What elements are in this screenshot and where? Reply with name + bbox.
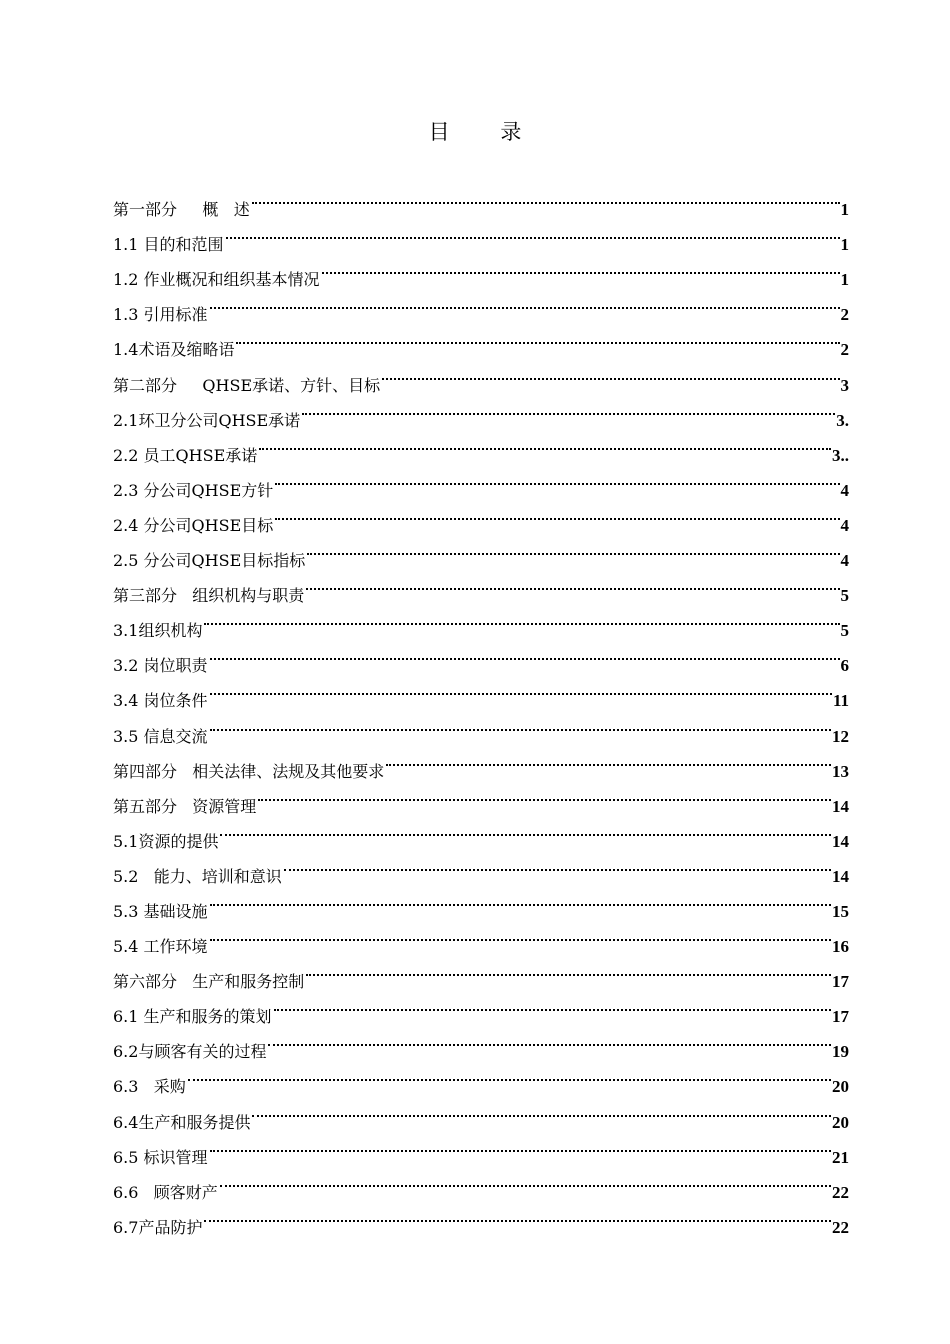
toc-entry-label: 第一部分 概 述 bbox=[113, 200, 250, 220]
toc-entry[interactable] bbox=[113, 1198, 849, 1237]
toc-entry[interactable] bbox=[113, 742, 849, 781]
toc-leader-dots bbox=[226, 215, 840, 250]
toc-leader-dots bbox=[188, 1057, 831, 1092]
toc-entry-label: 6.5 标识管理 bbox=[113, 1147, 208, 1167]
toc-leader-dots bbox=[259, 426, 831, 461]
toc-title: 目 录 bbox=[428, 120, 544, 144]
toc-leader-dots bbox=[302, 391, 835, 426]
toc-entry-page-number: 3 bbox=[840, 375, 849, 395]
toc-entry-label: 3.4 岗位条件 bbox=[113, 691, 208, 711]
toc-entry-page-number: 20 bbox=[832, 1077, 849, 1097]
toc-entry-label: 2.3 分公司QHSE方针 bbox=[113, 480, 274, 500]
toc-entry-label: 第六部分 生产和服务控制 bbox=[113, 972, 305, 992]
toc-entry[interactable] bbox=[113, 320, 849, 360]
toc-entry-label: 1.3 引用标准 bbox=[113, 305, 208, 325]
toc-entry-label: 2.4 分公司QHSE目标 bbox=[113, 515, 274, 535]
toc-leader-dots bbox=[204, 1198, 831, 1233]
toc-leader-dots bbox=[252, 180, 840, 215]
toc-entry-label: 5.2 能力、培训和意识 bbox=[113, 866, 282, 886]
toc-entry-page-number: 13 bbox=[832, 761, 849, 781]
toc-entry[interactable] bbox=[113, 812, 849, 851]
toc-entry-page-number: 5 bbox=[840, 621, 849, 641]
toc-entry-page-number: 22 bbox=[832, 1217, 849, 1237]
toc-entry-page-number: 16 bbox=[832, 937, 849, 957]
toc-entry-page-number: 3.. bbox=[832, 445, 849, 465]
toc-entry-page-number: 1 bbox=[840, 200, 849, 220]
toc-entry-page-number: 11 bbox=[832, 691, 849, 711]
toc-entry-label: 6.3 采购 bbox=[113, 1077, 186, 1097]
toc-entry-page-number: 1 bbox=[840, 270, 849, 290]
toc-entry-label: 5.1资源的提供 bbox=[113, 831, 219, 851]
toc-entry-label: 5.4 工作环境 bbox=[113, 937, 208, 957]
toc-entry-label: 6.4生产和服务提供 bbox=[113, 1112, 251, 1132]
toc-entry-page-number: 4 bbox=[840, 551, 849, 571]
toc-leader-dots bbox=[322, 250, 840, 285]
toc-leader-dots bbox=[274, 987, 831, 1022]
toc-leader-dots bbox=[306, 952, 831, 987]
toc-entry[interactable] bbox=[113, 285, 849, 325]
toc-entry[interactable] bbox=[113, 636, 849, 676]
toc-leader-dots bbox=[252, 1092, 831, 1127]
toc-entry-page-number: 2 bbox=[840, 305, 849, 325]
toc-leader-dots bbox=[258, 777, 831, 812]
toc-entry-label: 6.2与顾客有关的过程 bbox=[113, 1042, 267, 1062]
toc-entry[interactable] bbox=[113, 601, 849, 641]
toc-entry-label: 2.2 员工QHSE承诺 bbox=[113, 445, 258, 465]
toc-leader-dots bbox=[220, 812, 831, 847]
toc-leader-dots bbox=[236, 320, 839, 355]
toc-entry-label: 第二部分 QHSE承诺、方针、目标 bbox=[113, 375, 381, 395]
toc-entry-page-number: 4 bbox=[840, 515, 849, 535]
toc-entry-page-number: 14 bbox=[832, 831, 849, 851]
toc-entry[interactable] bbox=[113, 180, 849, 220]
toc-entry-page-number: 21 bbox=[832, 1147, 849, 1167]
toc-entry-label: 第四部分 相关法律、法规及其他要求 bbox=[113, 761, 385, 781]
toc-entry[interactable] bbox=[113, 671, 849, 711]
toc-leader-dots bbox=[382, 355, 839, 390]
toc-leader-dots bbox=[275, 496, 839, 531]
toc-entry[interactable] bbox=[113, 882, 849, 921]
toc-entry[interactable] bbox=[113, 1057, 849, 1097]
toc-entry[interactable] bbox=[113, 952, 849, 992]
toc-entry-page-number: 6 bbox=[840, 656, 849, 676]
toc-entry-label: 3.5 信息交流 bbox=[113, 726, 208, 746]
toc-entry-page-number: 1 bbox=[840, 235, 849, 255]
toc-leader-dots bbox=[306, 566, 839, 601]
toc-entry[interactable] bbox=[113, 917, 849, 957]
toc-entry[interactable] bbox=[113, 847, 849, 886]
toc-leader-dots bbox=[210, 1128, 831, 1163]
toc-entry-label: 3.1组织机构 bbox=[113, 621, 203, 641]
toc-leader-dots bbox=[275, 461, 839, 496]
toc-leader-dots bbox=[220, 1163, 831, 1198]
toc-entry-label: 2.5 分公司QHSE目标指标 bbox=[113, 551, 306, 571]
toc-entry-label: 5.3 基础设施 bbox=[113, 901, 208, 921]
toc-leader-dots bbox=[204, 601, 839, 636]
toc-leader-dots bbox=[210, 671, 832, 706]
toc-entry-label: 3.2 岗位职责 bbox=[113, 656, 208, 676]
toc-leader-dots bbox=[284, 847, 831, 882]
toc-entry-page-number: 2 bbox=[840, 340, 849, 360]
toc-entry-page-number: 19 bbox=[832, 1042, 849, 1062]
toc-leader-dots bbox=[210, 882, 831, 917]
table-of-contents bbox=[113, 180, 849, 1237]
toc-entry-page-number: 14 bbox=[832, 866, 849, 886]
toc-entry-page-number: 14 bbox=[832, 796, 849, 816]
toc-entry-page-number: 5 bbox=[840, 586, 849, 606]
toc-entry-page-number: 15 bbox=[832, 901, 849, 921]
toc-leader-dots bbox=[210, 636, 840, 671]
toc-leader-dots bbox=[268, 1022, 831, 1057]
toc-entry-page-number: 17 bbox=[832, 1007, 849, 1027]
toc-entry-page-number: 3. bbox=[836, 410, 849, 430]
toc-leader-dots bbox=[307, 531, 839, 566]
toc-entry-page-number: 4 bbox=[840, 480, 849, 500]
toc-entry-page-number: 17 bbox=[832, 972, 849, 992]
toc-entry[interactable] bbox=[113, 1128, 849, 1167]
toc-entry-label: 第五部分 资源管理 bbox=[113, 796, 257, 816]
toc-leader-dots bbox=[386, 742, 831, 777]
toc-entry-label: 6.6 顾客财产 bbox=[113, 1182, 218, 1202]
toc-entry[interactable] bbox=[113, 1163, 849, 1202]
toc-entry[interactable] bbox=[113, 706, 849, 746]
toc-entry-label: 第三部分 组织机构与职责 bbox=[113, 586, 305, 606]
toc-leader-dots bbox=[210, 917, 831, 952]
toc-entry-label: 1.4术语及缩略语 bbox=[113, 340, 235, 360]
toc-entry-page-number: 20 bbox=[832, 1112, 849, 1132]
toc-entry-page-number: 12 bbox=[832, 726, 849, 746]
toc-entry-label: 1.2 作业概况和组织基本情况 bbox=[113, 270, 320, 290]
toc-entry-label: 6.7产品防护 bbox=[113, 1217, 203, 1237]
toc-leader-dots bbox=[210, 285, 840, 320]
toc-leader-dots bbox=[210, 706, 831, 741]
toc-entry[interactable] bbox=[113, 1092, 849, 1132]
toc-entry-label: 6.1 生产和服务的策划 bbox=[113, 1007, 272, 1027]
toc-entry-label: 1.1 目的和范围 bbox=[113, 235, 224, 255]
toc-entry-label: 2.1环卫分公司QHSE承诺 bbox=[113, 410, 301, 430]
toc-entry-page-number: 22 bbox=[832, 1182, 849, 1202]
